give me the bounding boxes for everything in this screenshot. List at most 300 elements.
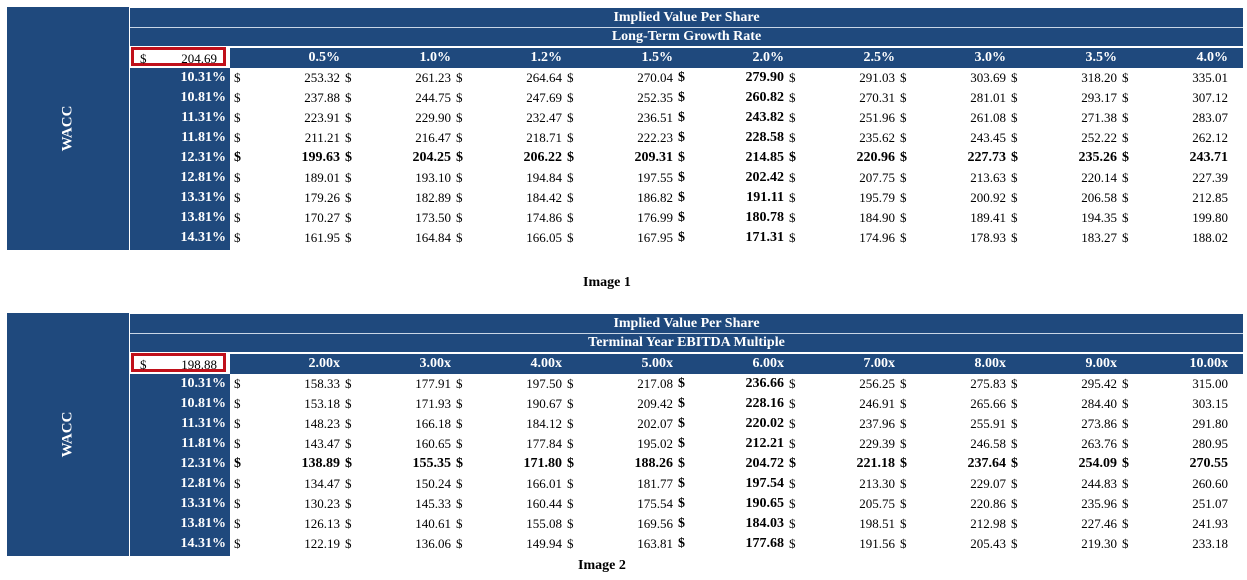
table-cell[interactable]: 222.23 — [637, 130, 673, 145]
table-cell[interactable]: 271.38 — [1081, 110, 1117, 125]
wacc-value: 10.31% — [180, 70, 226, 85]
table-cell[interactable]: 182.89 — [415, 190, 451, 205]
table-cell[interactable]: 166.18 — [415, 416, 451, 431]
table-cell[interactable]: 246.58 — [970, 436, 1006, 451]
table-cell[interactable]: 247.69 — [526, 90, 562, 105]
table-cell[interactable]: 315.00 — [1192, 376, 1228, 391]
table-row — [230, 534, 1243, 554]
currency-symbol: $ — [900, 376, 907, 391]
table-cell[interactable]: 283.07 — [1192, 110, 1228, 125]
table-cell[interactable]: 213.63 — [970, 170, 1006, 185]
table-cell[interactable]: 227.39 — [1192, 170, 1228, 185]
table-cell[interactable]: 252.22 — [1081, 130, 1117, 145]
currency-symbol: $ — [678, 456, 685, 471]
table-row — [230, 168, 1243, 188]
currency-symbol: $ — [1011, 230, 1018, 245]
table-cell[interactable]: 251.07 — [1192, 496, 1228, 511]
currency-symbol: $ — [345, 376, 352, 391]
table-cell[interactable]: 186.82 — [637, 190, 673, 205]
wacc-value: 13.31% — [180, 190, 226, 205]
table-cell[interactable]: 155.35 — [412, 456, 451, 471]
table-cell[interactable]: 140.61 — [415, 516, 451, 531]
table-cell[interactable]: 134.47 — [304, 476, 340, 491]
table-cell[interactable]: 202.07 — [637, 416, 673, 431]
currency-symbol: $ — [1122, 230, 1129, 245]
table-cell[interactable]: 200.92 — [970, 190, 1006, 205]
table-cell[interactable]: 143.47 — [304, 436, 340, 451]
table-cell[interactable]: 261.08 — [970, 110, 1006, 125]
table-cell[interactable]: 149.94 — [526, 536, 562, 551]
table-cell[interactable]: 223.91 — [304, 110, 340, 125]
table-cell[interactable]: 236.51 — [637, 110, 673, 125]
wacc-value: 13.81% — [180, 516, 226, 531]
table-cell[interactable]: 176.99 — [637, 210, 673, 225]
table-cell[interactable]: 255.91 — [970, 416, 1006, 431]
currency-symbol: $ — [1011, 210, 1018, 225]
currency-symbol: $ — [1122, 130, 1129, 145]
table-cell[interactable]: 206.58 — [1081, 190, 1117, 205]
currency-symbol: $ — [456, 150, 463, 165]
currency-symbol: $ — [678, 150, 685, 165]
column-header: 1.5% — [641, 50, 673, 65]
table-cell[interactable]: 212.85 — [1192, 190, 1228, 205]
wacc-value: 12.31% — [180, 456, 226, 471]
table-cell[interactable]: 148.23 — [304, 416, 340, 431]
table-cell[interactable]: 171.93 — [415, 396, 451, 411]
table-cell[interactable]: 175.54 — [637, 496, 673, 511]
table-cell[interactable]: 260.82 — [745, 90, 784, 105]
currency-symbol: $ — [345, 110, 352, 125]
table-cell[interactable]: 237.64 — [967, 456, 1006, 471]
table-cell[interactable]: 207.75 — [859, 170, 895, 185]
table-cell[interactable]: 199.63 — [301, 150, 340, 165]
currency-symbol: $ — [567, 110, 574, 125]
table-cell[interactable]: 229.07 — [970, 476, 1006, 491]
table-cell[interactable]: 229.39 — [859, 436, 895, 451]
table-cell[interactable]: 270.55 — [1189, 456, 1228, 471]
currency-symbol: $ — [900, 130, 907, 145]
table-cell[interactable]: 262.12 — [1192, 130, 1228, 145]
table-cell[interactable]: 229.90 — [415, 110, 451, 125]
table-cell[interactable]: 166.01 — [526, 476, 562, 491]
currency-symbol: $ — [789, 110, 796, 125]
table-cell[interactable]: 191.11 — [746, 190, 784, 205]
column-header: 3.5% — [1085, 50, 1117, 65]
table-cell[interactable]: 270.31 — [859, 90, 895, 105]
column-header: 10.00x — [1189, 356, 1228, 371]
table-cell[interactable]: 179.26 — [304, 190, 340, 205]
table-cell[interactable]: 235.26 — [1078, 150, 1117, 165]
currency-symbol: $ — [234, 396, 241, 411]
currency-symbol: $ — [234, 436, 241, 451]
table-cell[interactable]: 138.89 — [301, 456, 340, 471]
column-header-row — [230, 48, 1243, 68]
currency-symbol: $ — [456, 476, 463, 491]
table-cell[interactable]: 153.18 — [304, 396, 340, 411]
base-value-cell[interactable] — [131, 47, 226, 66]
table-cell[interactable]: 220.96 — [856, 150, 895, 165]
table-row — [230, 514, 1243, 534]
table-cell[interactable]: 237.88 — [304, 90, 340, 105]
currency-symbol: $ — [567, 150, 574, 165]
currency-symbol: $ — [1011, 170, 1018, 185]
table-cell[interactable]: 184.42 — [526, 190, 562, 205]
table-cell[interactable]: 180.78 — [745, 210, 784, 225]
currency-symbol: $ — [345, 416, 352, 431]
table-cell[interactable]: 243.71 — [1189, 150, 1228, 165]
table-cell[interactable]: 174.96 — [859, 230, 895, 245]
table-cell[interactable]: 199.80 — [1192, 210, 1228, 225]
table-cell[interactable]: 183.27 — [1081, 230, 1117, 245]
table-cell[interactable]: 177.84 — [526, 436, 562, 451]
wacc-value: 12.31% — [180, 150, 226, 165]
currency-symbol: $ — [1122, 536, 1129, 551]
currency-symbol: $ — [456, 130, 463, 145]
table-row — [230, 208, 1243, 228]
currency-symbol: $ — [1122, 436, 1129, 451]
table-cell[interactable]: 256.25 — [859, 376, 895, 391]
currency-symbol: $ — [456, 456, 463, 471]
base-value: 204.69 — [181, 51, 217, 66]
table-cell[interactable]: 130.23 — [304, 496, 340, 511]
wacc-label: WACC — [59, 105, 76, 152]
currency-symbol: $ — [789, 170, 796, 185]
currency-symbol: $ — [456, 376, 463, 391]
wacc-value: 11.81% — [181, 436, 226, 451]
table-cell[interactable]: 184.12 — [526, 416, 562, 431]
currency-symbol: $ — [234, 90, 241, 105]
currency-symbol: $ — [234, 496, 241, 511]
currency-symbol: $ — [900, 476, 907, 491]
currency-symbol: $ — [567, 516, 574, 531]
table-cell[interactable]: 190.67 — [526, 396, 562, 411]
currency-symbol: $ — [789, 210, 796, 225]
table-cell[interactable]: 155.08 — [526, 516, 562, 531]
table-cell[interactable]: 188.26 — [634, 456, 673, 471]
table-title: Implied Value Per Share — [130, 8, 1243, 27]
table-cell[interactable]: 221.18 — [856, 456, 895, 471]
table-row — [230, 188, 1243, 208]
table-row — [230, 434, 1243, 454]
currency-symbol: $ — [900, 516, 907, 531]
currency-symbol: $ — [678, 396, 685, 411]
currency-symbol: $ — [456, 110, 463, 125]
table-cell[interactable]: 263.76 — [1081, 436, 1117, 451]
currency-symbol: $ — [1122, 376, 1129, 391]
table-cell[interactable]: 291.80 — [1192, 416, 1228, 431]
currency-symbol: $ — [1011, 150, 1018, 165]
table-cell[interactable]: 233.18 — [1192, 536, 1228, 551]
currency-symbol: $ — [1011, 396, 1018, 411]
currency-symbol: $ — [345, 456, 352, 471]
table-cell[interactable]: 275.83 — [970, 376, 1006, 391]
table-cell[interactable]: 194.84 — [526, 170, 562, 185]
table-cell[interactable]: 291.03 — [859, 70, 895, 85]
column-header: 5.00x — [641, 356, 673, 371]
wacc-value: 11.31% — [181, 110, 226, 125]
table-cell[interactable]: 303.69 — [970, 70, 1006, 85]
currency-symbol: $ — [567, 376, 574, 391]
currency-symbol: $ — [1122, 170, 1129, 185]
currency-symbol: $ — [1011, 536, 1018, 551]
currency-symbol: $ — [678, 190, 685, 205]
table-cell[interactable]: 293.17 — [1081, 90, 1117, 105]
wacc-value: 12.81% — [180, 476, 226, 491]
table-cell[interactable]: 158.33 — [304, 376, 340, 391]
column-header: 9.00x — [1085, 356, 1117, 371]
currency-symbol: $ — [789, 90, 796, 105]
table-cell[interactable]: 318.20 — [1081, 70, 1117, 85]
currency-symbol: $ — [456, 90, 463, 105]
currency-symbol: $ — [678, 496, 685, 511]
currency-symbol: $ — [234, 456, 241, 471]
table-cell[interactable]: 265.66 — [970, 396, 1006, 411]
currency-symbol: $ — [456, 416, 463, 431]
table-cell[interactable]: 195.02 — [637, 436, 673, 451]
currency-symbol: $ — [567, 456, 574, 471]
currency-symbol: $ — [1011, 376, 1018, 391]
currency-symbol: $ — [234, 130, 241, 145]
table-cell[interactable]: 178.93 — [970, 230, 1006, 245]
table-cell[interactable]: 284.40 — [1081, 396, 1117, 411]
currency-symbol: $ — [567, 496, 574, 511]
column-header: 2.0% — [752, 50, 784, 65]
table-cell[interactable]: 204.25 — [412, 150, 451, 165]
currency-symbol: $ — [678, 210, 685, 225]
currency-symbol: $ — [789, 516, 796, 531]
wacc-value: 10.81% — [180, 396, 226, 411]
currency-symbol: $ — [456, 396, 463, 411]
table-cell[interactable]: 295.42 — [1081, 376, 1117, 391]
table-cell[interactable]: 232.47 — [526, 110, 562, 125]
table-cell[interactable]: 244.75 — [415, 90, 451, 105]
currency-symbol: $ — [789, 436, 796, 451]
table-cell[interactable]: 235.62 — [859, 130, 895, 145]
table-cell[interactable]: 181.77 — [637, 476, 673, 491]
table-cell[interactable]: 177.68 — [745, 536, 784, 551]
table-cell[interactable]: 213.30 — [859, 476, 895, 491]
table-cell[interactable]: 303.15 — [1192, 396, 1228, 411]
currency-symbol: $ — [1011, 110, 1018, 125]
currency-symbol: $ — [567, 130, 574, 145]
table-cell[interactable]: 246.91 — [859, 396, 895, 411]
table-row — [230, 128, 1243, 148]
table-cell[interactable]: 228.16 — [745, 396, 784, 411]
table-cell[interactable]: 169.56 — [637, 516, 673, 531]
table-cell[interactable]: 171.31 — [745, 230, 784, 245]
currency-symbol: $ — [345, 536, 352, 551]
table-cell[interactable]: 218.71 — [526, 130, 562, 145]
table-cell[interactable]: 235.96 — [1081, 496, 1117, 511]
currency-symbol: $ — [678, 170, 685, 185]
table-row — [230, 494, 1243, 514]
table-cell[interactable]: 220.02 — [745, 416, 784, 431]
currency-symbol: $ — [456, 170, 463, 185]
table-cell[interactable]: 171.80 — [523, 456, 562, 471]
base-currency: $ — [140, 51, 147, 66]
currency-symbol: $ — [345, 516, 352, 531]
table-cell[interactable]: 191.56 — [859, 536, 895, 551]
table-cell[interactable]: 212.98 — [970, 516, 1006, 531]
table-cell[interactable]: 173.50 — [415, 210, 451, 225]
currency-symbol: $ — [900, 210, 907, 225]
table-cell[interactable]: 252.35 — [637, 90, 673, 105]
table-cell[interactable]: 197.55 — [637, 170, 673, 185]
table-cell[interactable]: 163.81 — [637, 536, 673, 551]
currency-symbol: $ — [234, 150, 241, 165]
currency-symbol: $ — [1122, 190, 1129, 205]
currency-symbol: $ — [1011, 496, 1018, 511]
table-cell[interactable]: 197.54 — [745, 476, 784, 491]
table-cell[interactable]: 212.21 — [745, 436, 784, 451]
table-cell[interactable]: 227.46 — [1081, 516, 1117, 531]
currency-symbol: $ — [900, 150, 907, 165]
currency-symbol: $ — [234, 536, 241, 551]
currency-symbol: $ — [456, 210, 463, 225]
table-cell[interactable]: 264.64 — [526, 70, 562, 85]
table-cell[interactable]: 204.72 — [745, 456, 784, 471]
table-cell[interactable]: 136.06 — [415, 536, 451, 551]
currency-symbol: $ — [1011, 130, 1018, 145]
wacc-value: 14.31% — [180, 536, 226, 551]
table-cell[interactable]: 273.86 — [1081, 416, 1117, 431]
table-cell[interactable]: 170.27 — [304, 210, 340, 225]
table-cell[interactable]: 160.44 — [526, 496, 562, 511]
table-cell[interactable]: 184.03 — [745, 516, 784, 531]
table-cell[interactable]: 195.79 — [859, 190, 895, 205]
table-cell[interactable]: 209.31 — [634, 150, 673, 165]
table-cell[interactable]: 243.45 — [970, 130, 1006, 145]
base-currency: $ — [140, 357, 147, 372]
currency-symbol: $ — [567, 436, 574, 451]
column-header: 7.00x — [863, 356, 895, 371]
table-cell[interactable]: 209.42 — [637, 396, 673, 411]
table-cell[interactable]: 166.05 — [526, 230, 562, 245]
currency-symbol: $ — [456, 190, 463, 205]
caption-image-1: Image 1 — [583, 275, 631, 290]
table-cell[interactable]: 194.35 — [1081, 210, 1117, 225]
currency-symbol: $ — [345, 496, 352, 511]
table-cell[interactable]: 205.75 — [859, 496, 895, 511]
currency-symbol: $ — [678, 516, 685, 531]
currency-symbol: $ — [345, 130, 352, 145]
table-row — [230, 68, 1243, 88]
currency-symbol: $ — [567, 476, 574, 491]
table-row — [230, 474, 1243, 494]
table-cell[interactable]: 260.60 — [1192, 476, 1228, 491]
table-cell[interactable]: 190.65 — [745, 496, 784, 511]
base-value-cell[interactable] — [131, 353, 226, 372]
table-cell[interactable]: 219.30 — [1081, 536, 1117, 551]
table-cell[interactable]: 174.86 — [526, 210, 562, 225]
table-cell[interactable]: 237.96 — [859, 416, 895, 431]
table-cell[interactable]: 150.24 — [415, 476, 451, 491]
table-row — [230, 228, 1243, 248]
currency-symbol: $ — [345, 70, 352, 85]
table-cell[interactable]: 251.96 — [859, 110, 895, 125]
table-cell[interactable]: 279.90 — [745, 70, 784, 85]
currency-symbol: $ — [789, 536, 796, 551]
table-cell[interactable]: 216.47 — [415, 130, 451, 145]
currency-symbol: $ — [789, 190, 796, 205]
table-cell[interactable]: 189.01 — [304, 170, 340, 185]
table-cell[interactable]: 280.95 — [1192, 436, 1228, 451]
table-cell[interactable]: 244.83 — [1081, 476, 1117, 491]
currency-symbol: $ — [456, 70, 463, 85]
table-cell[interactable]: 214.85 — [745, 150, 784, 165]
table-cell[interactable]: 198.51 — [859, 516, 895, 531]
table-cell[interactable]: 253.32 — [304, 70, 340, 85]
table-cell[interactable]: 188.02 — [1192, 230, 1228, 245]
table-cell[interactable]: 197.50 — [526, 376, 562, 391]
table-cell[interactable]: 202.42 — [745, 170, 784, 185]
currency-symbol: $ — [234, 416, 241, 431]
column-header: 3.00x — [419, 356, 451, 371]
table-cell[interactable]: 145.33 — [415, 496, 451, 511]
table-cell[interactable]: 243.82 — [745, 110, 784, 125]
currency-symbol: $ — [900, 170, 907, 185]
currency-symbol: $ — [345, 436, 352, 451]
table-cell[interactable]: 335.01 — [1192, 70, 1228, 85]
table-cell[interactable]: 228.58 — [745, 130, 784, 145]
table-row — [230, 414, 1243, 434]
table-cell[interactable]: 241.93 — [1192, 516, 1228, 531]
table-cell[interactable]: 164.84 — [415, 230, 451, 245]
currency-symbol: $ — [567, 230, 574, 245]
currency-symbol: $ — [1011, 70, 1018, 85]
table-cell[interactable]: 161.95 — [304, 230, 340, 245]
table-cell[interactable]: 227.73 — [967, 150, 1006, 165]
table-cell[interactable]: 184.90 — [859, 210, 895, 225]
table-cell[interactable]: 122.19 — [304, 536, 340, 551]
currency-symbol: $ — [678, 90, 685, 105]
table-cell[interactable]: 261.23 — [415, 70, 451, 85]
currency-symbol: $ — [234, 70, 241, 85]
table-cell[interactable]: 189.41 — [970, 210, 1006, 225]
currency-symbol: $ — [345, 230, 352, 245]
currency-symbol: $ — [234, 110, 241, 125]
table-cell[interactable]: 254.09 — [1078, 456, 1117, 471]
table-cell[interactable]: 220.86 — [970, 496, 1006, 511]
table-cell[interactable]: 193.10 — [415, 170, 451, 185]
currency-symbol: $ — [789, 476, 796, 491]
table-cell[interactable]: 177.91 — [415, 376, 451, 391]
table-cell[interactable]: 236.66 — [745, 376, 784, 391]
table-cell[interactable]: 211.21 — [304, 130, 340, 145]
table-cell[interactable]: 281.01 — [970, 90, 1006, 105]
currency-symbol: $ — [900, 230, 907, 245]
table-cell[interactable]: 167.95 — [637, 230, 673, 245]
column-header-row — [230, 354, 1243, 374]
table-subtitle: Long-Term Growth Rate — [130, 27, 1243, 46]
currency-symbol: $ — [900, 456, 907, 471]
table-cell[interactable]: 270.04 — [637, 70, 673, 85]
table-cell[interactable]: 220.14 — [1081, 170, 1117, 185]
table-cell[interactable]: 126.13 — [304, 516, 340, 531]
currency-symbol: $ — [1011, 476, 1018, 491]
table-cell[interactable]: 205.43 — [970, 536, 1006, 551]
currency-symbol: $ — [345, 150, 352, 165]
table-title: Implied Value Per Share — [130, 314, 1243, 333]
column-header: 2.00x — [308, 356, 340, 371]
currency-symbol: $ — [678, 70, 685, 85]
currency-symbol: $ — [900, 416, 907, 431]
table-cell[interactable]: 206.22 — [523, 150, 562, 165]
caption-image-2: Image 2 — [578, 558, 626, 573]
table-cell[interactable]: 160.65 — [415, 436, 451, 451]
table-cell[interactable]: 217.08 — [637, 376, 673, 391]
table-cell[interactable]: 307.12 — [1192, 90, 1228, 105]
